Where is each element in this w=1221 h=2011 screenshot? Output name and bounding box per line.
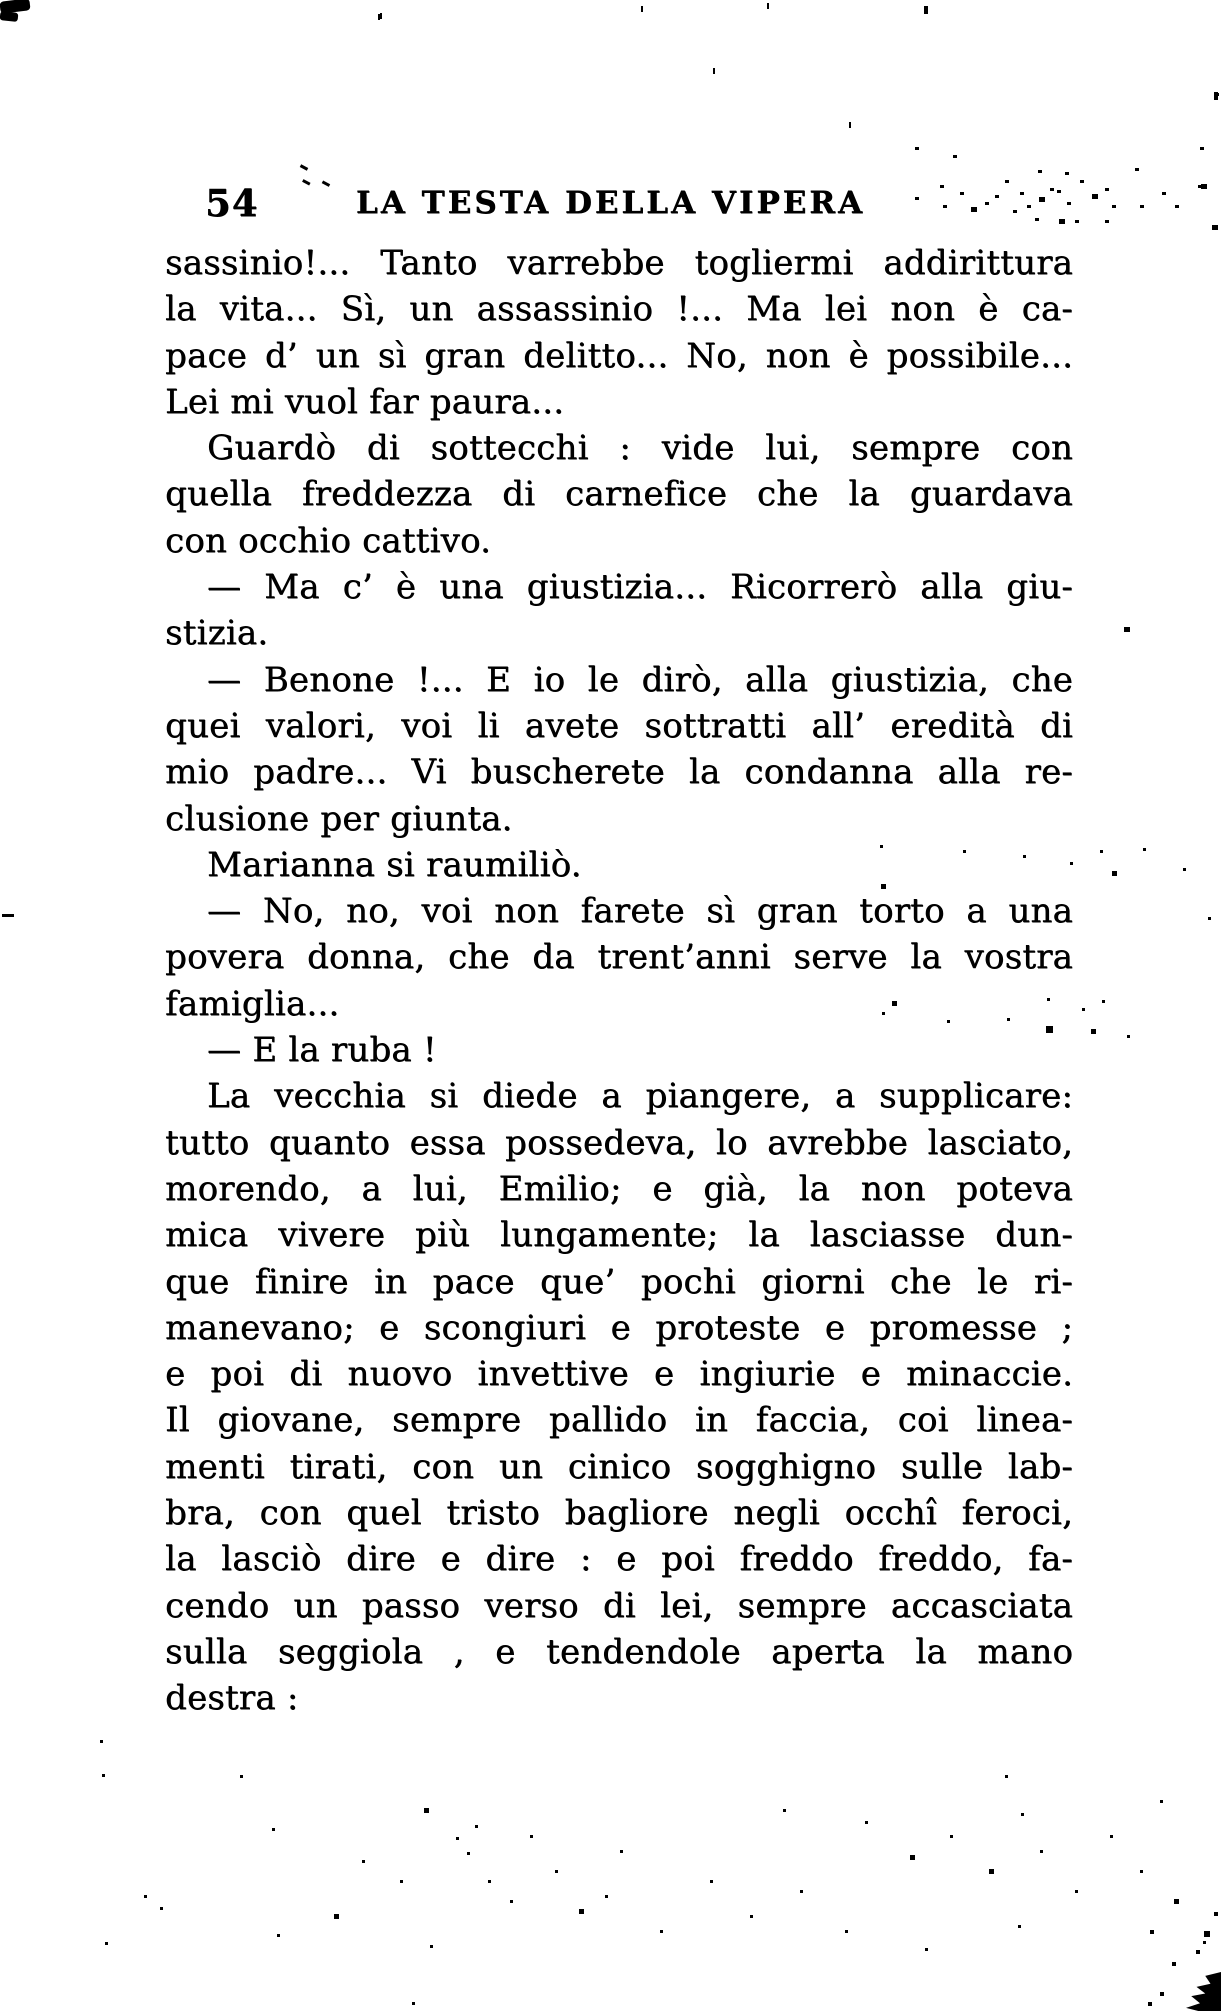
scan-speckles-left-margin [2,914,14,917]
body-text [165,240,1073,1722]
text-line: morendo, a lui, Emilio; e già, la non poteva [165,1168,1073,1209]
text-line: — Ma c’ è una giustizia... Ricorrerò alla giu- [207,567,1073,608]
corner-ink-blob-dots [1150,1930,1154,1934]
text-line: quei valori, voi li avete sottratti all’ eredità di [165,705,1073,746]
text-line: la lasciò dire e dire : e poi freddo freddo, fa- [165,1539,1073,1580]
text-line: mica vivere più lungamente; la lasciasse dun- [165,1215,1073,1256]
text-line: destra : [165,1678,299,1719]
text-line: La vecchia si diede a piangere, a supplicare: [207,1076,1073,1117]
text-line: e poi di nuovo invettive e ingiurie e minaccie. [165,1354,1073,1395]
text-line: la vita... Sì, un assassinio !... Ma lei non è ca- [165,289,1073,330]
text-line: menti tirati, con un cinico sogghigno sulle lab- [165,1446,1073,1487]
page-number: 54 [205,181,259,225]
text-line: — No, no, voi non farete sì gran torto a una [207,891,1073,932]
text-line: con occhio cattivo. [165,520,492,561]
ink-smudge-blob [0,11,18,22]
text-line: tutto quanto essa possedeva, lo avrebbe lasciato, [165,1122,1073,1163]
text-line: que finire in pace que’ pochi giorni che le ri- [165,1261,1073,1302]
text-line: sulla seggiola , e tendendole aperta la mano [165,1631,1073,1672]
scan-speckles-mid-right [880,845,883,848]
text-line: — Benone !... E io le dirò, alla giustizia, che [207,659,1073,700]
text-line: manevano; e scongiuri e proteste e promesse ; [165,1307,1073,1348]
text-line: povera donna, che da trent’anni serve la vostra [165,937,1073,978]
text-line: famiglia... [165,983,340,1024]
scan-speckles-right-edge [1200,147,1204,150]
text-line: cendo un passo verso di lei, sempre accasciata [165,1585,1073,1626]
running-title: LA TESTA DELLA VIPERA [355,185,866,221]
text-line: Lei mi vuol far paura... [165,381,565,422]
text-line: clusione per giunta. [165,798,513,839]
scan-speckles-near-title [300,164,308,170]
corner-ink-blob [1186,1972,1221,2011]
scan-speckles-bottom [100,1740,103,1743]
text-line: pace d’ un sì gran delitto... No, non è possibile... [165,335,1073,376]
text-line: mio padre... Vi buscherete la condanna alla re- [165,752,1073,793]
text-line: stizia. [165,613,269,654]
ink-smudge-dots [915,147,919,150]
text-line: Il giovane, sempre pallido in faccia, coi linea- [165,1400,1073,1441]
text-line: quella freddezza di carnefice che la guardava [165,474,1073,515]
text-line: Guardò di sottecchi : vide lui, sempre con [207,428,1073,469]
scan-speckles-top [641,6,643,12]
text-line: bra, con quel tristo bagliore negli occhî feroci, [165,1493,1073,1534]
text-line: — E la ruba ! [207,1030,437,1071]
text-line: Marianna si raumiliò. [207,844,582,885]
text-line: sassinio!... Tanto varrebbe togliermi addirittura [165,243,1073,283]
